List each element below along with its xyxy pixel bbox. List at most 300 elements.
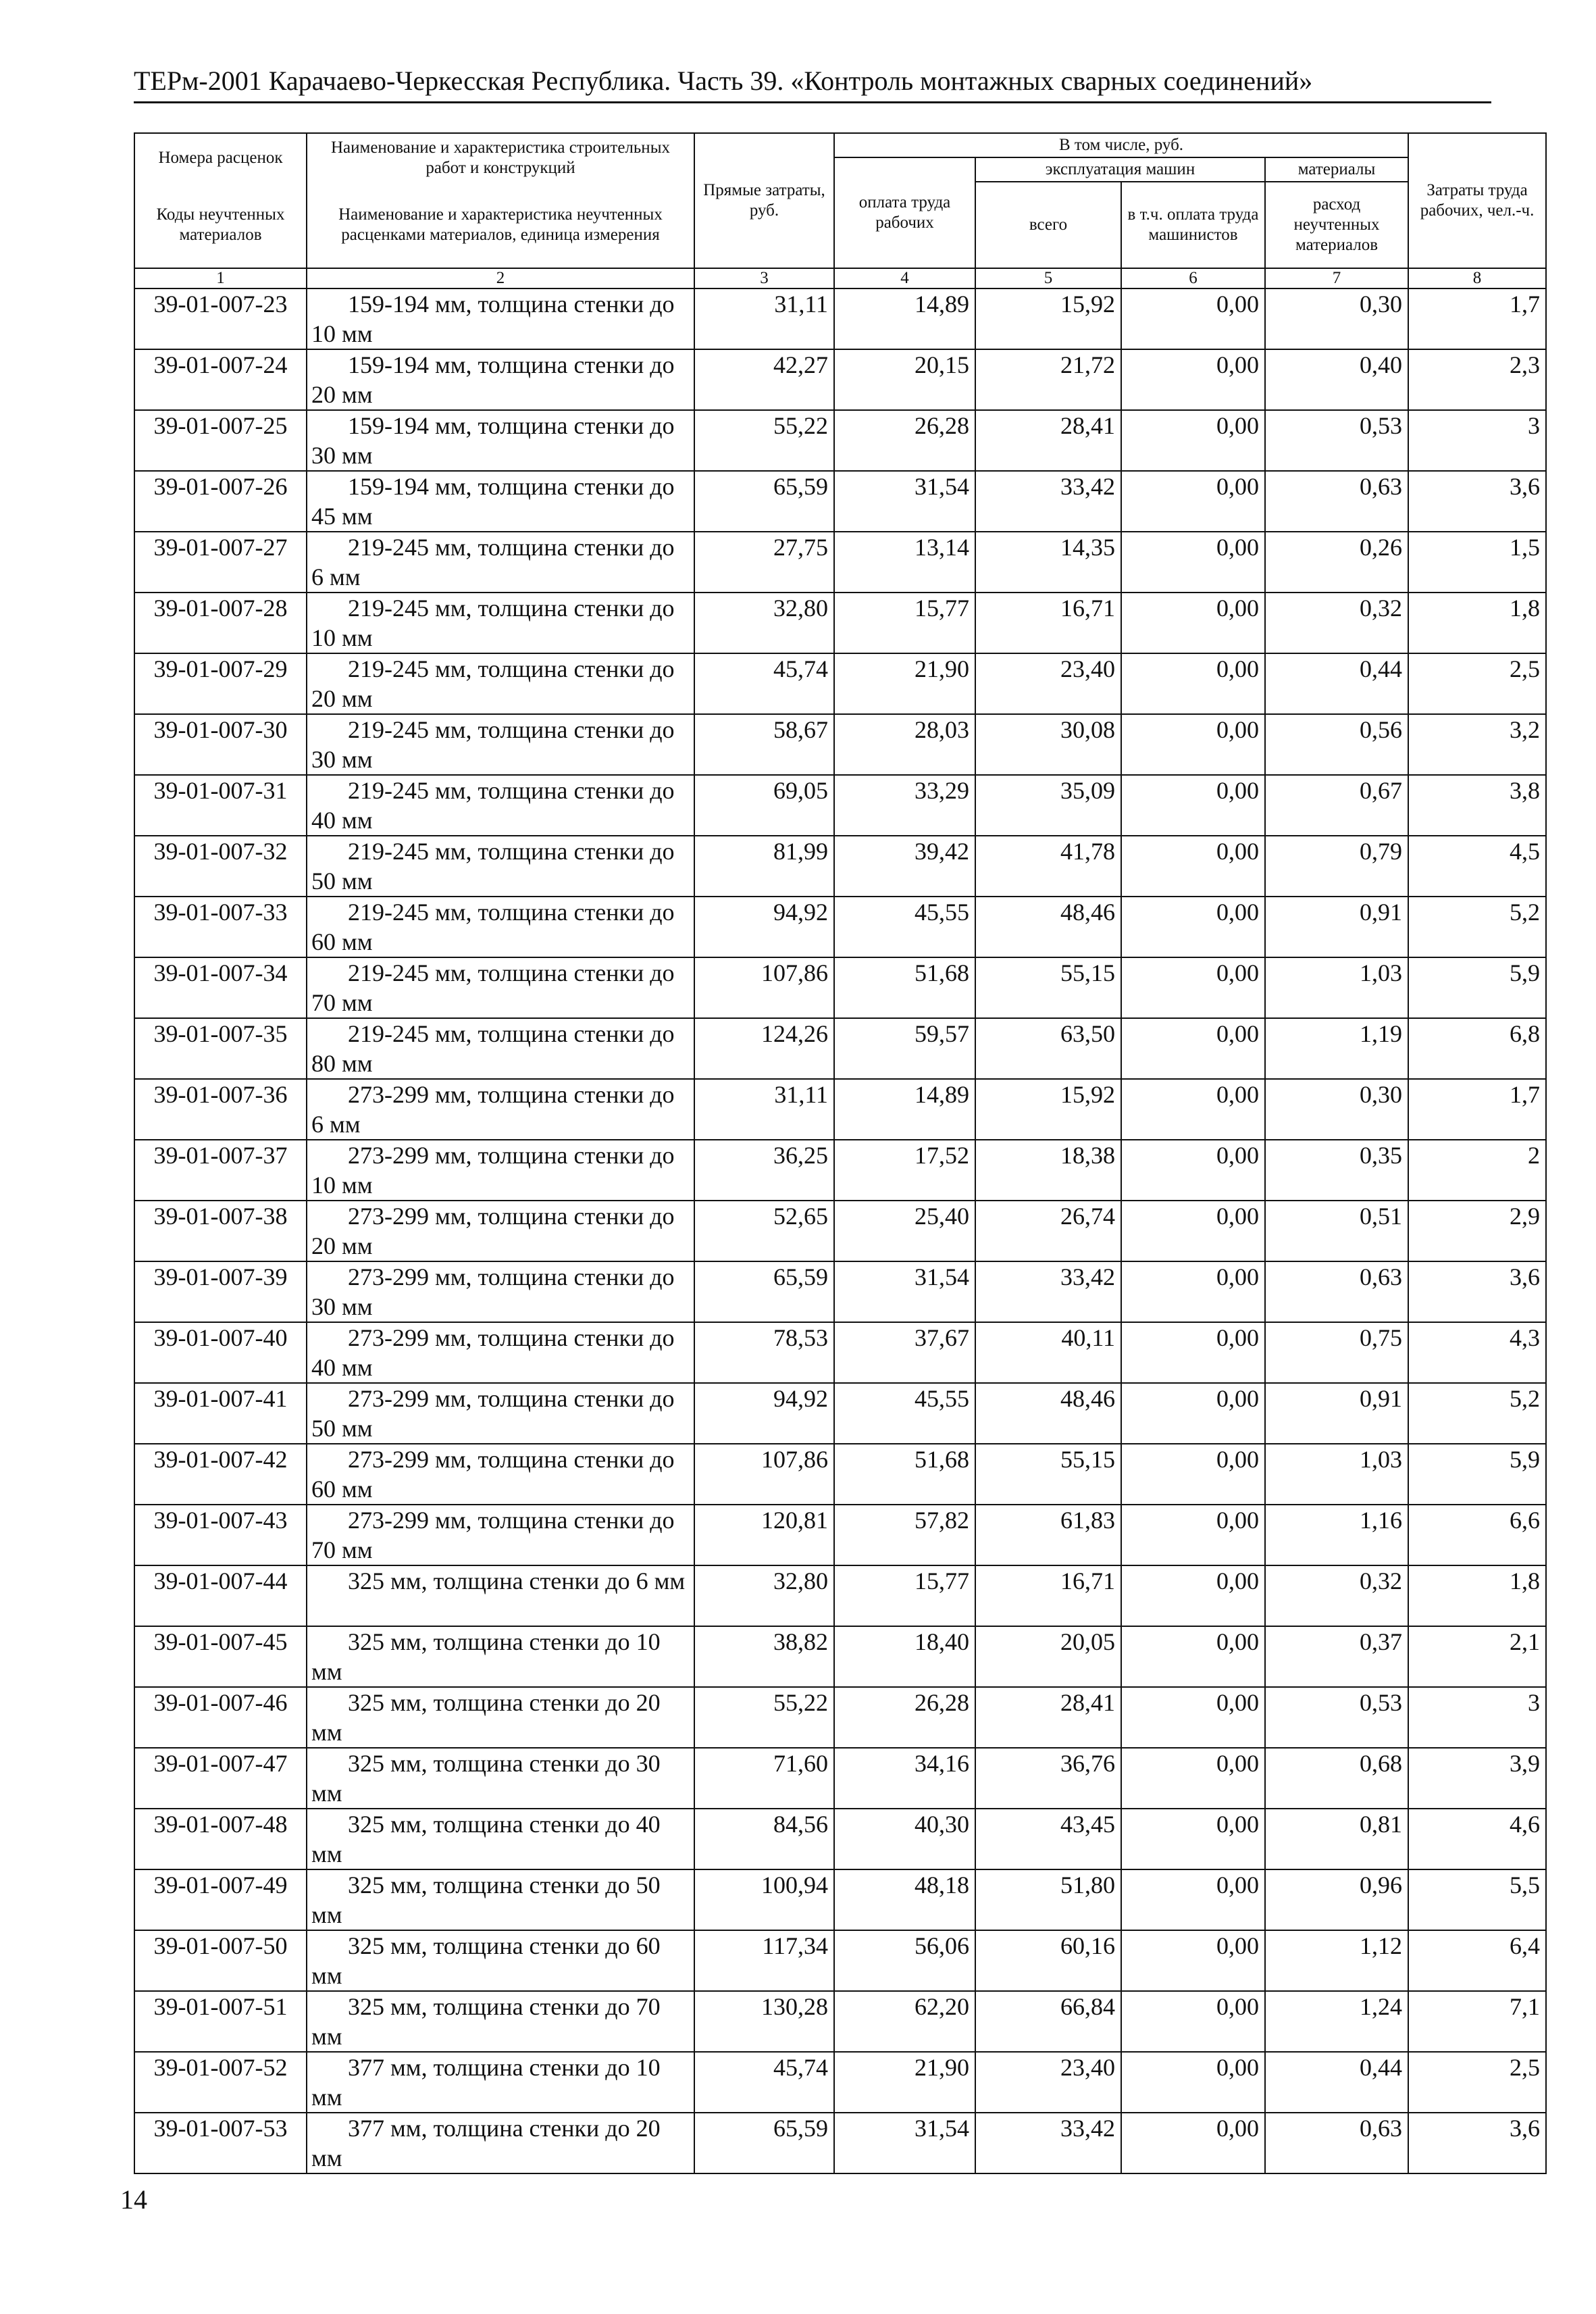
material-consumption-cell: 0,91: [1265, 1383, 1408, 1444]
worker-pay-cell: 17,52: [834, 1140, 975, 1201]
labor-costs-cell: 4,5: [1408, 836, 1546, 897]
page-number: 14: [120, 2184, 147, 2215]
worker-pay-header: оплата труда рабочих: [834, 157, 975, 268]
material-consumption-cell: 1,19: [1265, 1018, 1408, 1079]
machines-total-cell: 33,42: [975, 2113, 1121, 2173]
direct-costs-cell: 120,81: [694, 1505, 834, 1565]
material-consumption-cell: 0,91: [1265, 897, 1408, 957]
table-row: [134, 714, 1546, 775]
direct-costs-cell: 45,74: [694, 2052, 834, 2113]
material-consumption-cell: 1,12: [1265, 1930, 1408, 1991]
material-consumption-cell: 0,63: [1265, 1261, 1408, 1322]
column-number-row: [134, 268, 1546, 288]
description-cell: [307, 1869, 694, 1930]
table-row: [134, 1565, 1546, 1626]
operator-pay-cell: 0,00: [1121, 1261, 1265, 1322]
description-cell: [307, 1930, 694, 1991]
description-text: 273-299 мм, толщина стенки до 40 мм: [311, 1324, 675, 1381]
rate-code-cell: 39-01-007-43: [134, 1505, 307, 1565]
labor-costs-cell: 3: [1408, 1687, 1546, 1748]
description-cell: [307, 593, 694, 653]
rate-code-cell: 39-01-007-36: [134, 1079, 307, 1140]
worker-pay-cell: 14,89: [834, 288, 975, 349]
table-row: [134, 1018, 1546, 1079]
operator-pay-cell: 0,00: [1121, 775, 1265, 836]
operator-pay-cell: 0,00: [1121, 1930, 1265, 1991]
rate-code-cell: 39-01-007-45: [134, 1626, 307, 1687]
operator-pay-cell: 0,00: [1121, 957, 1265, 1018]
rate-code-cell: 39-01-007-23: [134, 288, 307, 349]
direct-costs-cell: 65,59: [694, 471, 834, 532]
machines-total-cell: 28,41: [975, 1687, 1121, 1748]
direct-costs-cell: 52,65: [694, 1201, 834, 1261]
table-row: [134, 1809, 1546, 1869]
rate-code-cell: 39-01-007-34: [134, 957, 307, 1018]
direct-costs-cell: 55,22: [694, 1687, 834, 1748]
rate-code-cell: 39-01-007-30: [134, 714, 307, 775]
table-row: [134, 897, 1546, 957]
worker-pay-cell: 51,68: [834, 957, 975, 1018]
rate-code-cell: 39-01-007-31: [134, 775, 307, 836]
material-consumption-cell: 0,32: [1265, 1565, 1408, 1626]
material-consumption-cell: 0,67: [1265, 775, 1408, 836]
material-consumption-cell: 0,75: [1265, 1322, 1408, 1383]
table-row: [134, 1930, 1546, 1991]
operator-pay-cell: 0,00: [1121, 410, 1265, 471]
table-row: [134, 836, 1546, 897]
machines-total-cell: 14,35: [975, 532, 1121, 593]
labor-costs-cell: 1,5: [1408, 532, 1546, 593]
rate-code-cell: 39-01-007-52: [134, 2052, 307, 2113]
machines-total-cell: 43,45: [975, 1809, 1121, 1869]
direct-costs-cell: 45,74: [694, 653, 834, 714]
table-row: [134, 1444, 1546, 1505]
rate-code-cell: 39-01-007-47: [134, 1748, 307, 1809]
rate-code-cell: 39-01-007-39: [134, 1261, 307, 1322]
direct-costs-cell: 36,25: [694, 1140, 834, 1201]
rate-code-cell: 39-01-007-26: [134, 471, 307, 532]
material-consumption-cell: 1,03: [1265, 957, 1408, 1018]
material-consumption-cell: 0,40: [1265, 349, 1408, 410]
operator-pay-cell: 0,00: [1121, 1748, 1265, 1809]
operator-pay-cell: 0,00: [1121, 2113, 1265, 2173]
direct-costs-cell: 117,34: [694, 1930, 834, 1991]
worker-pay-cell: 56,06: [834, 1930, 975, 1991]
labor-costs-cell: 3,9: [1408, 1748, 1546, 1809]
material-consumption-cell: 1,16: [1265, 1505, 1408, 1565]
worker-pay-cell: 18,40: [834, 1626, 975, 1687]
machines-total-cell: 16,71: [975, 1565, 1121, 1626]
machines-total-cell: 26,74: [975, 1201, 1121, 1261]
labor-costs-cell: 5,2: [1408, 897, 1546, 957]
column-number-cell: 6: [1121, 268, 1265, 288]
worker-pay-cell: 51,68: [834, 1444, 975, 1505]
labor-costs-cell: 6,6: [1408, 1505, 1546, 1565]
labor-costs-cell: 6,8: [1408, 1018, 1546, 1079]
labor-costs-cell: 4,3: [1408, 1322, 1546, 1383]
rate-code-cell: 39-01-007-29: [134, 653, 307, 714]
material-consumption-cell: 0,68: [1265, 1748, 1408, 1809]
machine-operation-header: эксплуатация машин: [975, 157, 1265, 182]
machines-total-cell: 41,78: [975, 836, 1121, 897]
table-row: [134, 1322, 1546, 1383]
work-name-header: Наименование и характеристика строительных работ и конструкций: [307, 133, 694, 182]
worker-pay-cell: 39,42: [834, 836, 975, 897]
description-cell: [307, 1748, 694, 1809]
operator-pay-cell: 0,00: [1121, 1505, 1265, 1565]
direct-costs-cell: 84,56: [694, 1809, 834, 1869]
description-cell: [307, 410, 694, 471]
worker-pay-cell: 21,90: [834, 2052, 975, 2113]
labor-costs-cell: 3,2: [1408, 714, 1546, 775]
description-cell: [307, 1079, 694, 1140]
table-row: [134, 1201, 1546, 1261]
page-header: ТЕРм-2001 Карачаево-Черкесская Республика. Часть 39. «Контроль монтажных сварных соединений»: [134, 65, 1491, 103]
table-row: [134, 1869, 1546, 1930]
description-cell: [307, 1322, 694, 1383]
direct-costs-cell: 94,92: [694, 897, 834, 957]
column-number-cell: 2: [307, 268, 694, 288]
operator-pay-cell: 0,00: [1121, 1322, 1265, 1383]
description-cell: [307, 897, 694, 957]
labor-costs-cell: 4,6: [1408, 1809, 1546, 1869]
direct-costs-cell: 130,28: [694, 1991, 834, 2052]
description-cell: [307, 471, 694, 532]
material-consumption-cell: 0,30: [1265, 288, 1408, 349]
column-number-cell: 8: [1408, 268, 1546, 288]
rate-code-cell: 39-01-007-48: [134, 1809, 307, 1869]
table-row: [134, 1140, 1546, 1201]
table-row: [134, 1505, 1546, 1565]
operator-pay-cell: 0,00: [1121, 1991, 1265, 2052]
worker-pay-cell: 48,18: [834, 1869, 975, 1930]
table-row: [134, 2113, 1546, 2173]
operator-pay-header: в т.ч. оплата труда машинистов: [1121, 182, 1265, 268]
rate-code-cell: 39-01-007-51: [134, 1991, 307, 2052]
description-cell: [307, 714, 694, 775]
material-consumption-cell: 0,44: [1265, 2052, 1408, 2113]
column-number-cell: 7: [1265, 268, 1408, 288]
worker-pay-cell: 33,29: [834, 775, 975, 836]
material-name-header: Наименование и характеристика неучтенных расценками материалов, единица измерения: [307, 182, 694, 268]
description-cell: [307, 2113, 694, 2173]
worker-pay-cell: 26,28: [834, 410, 975, 471]
worker-pay-cell: 59,57: [834, 1018, 975, 1079]
operator-pay-cell: 0,00: [1121, 1809, 1265, 1869]
machines-total-cell: 61,83: [975, 1505, 1121, 1565]
machines-total-cell: 30,08: [975, 714, 1121, 775]
labor-costs-cell: 1,7: [1408, 1079, 1546, 1140]
machines-total-cell: 16,71: [975, 593, 1121, 653]
rate-code-cell: 39-01-007-49: [134, 1869, 307, 1930]
direct-costs-cell: 81,99: [694, 836, 834, 897]
description-text: 159-194 мм, толщина стенки до 20 мм: [311, 351, 675, 408]
material-consumption-cell: 0,53: [1265, 410, 1408, 471]
worker-pay-cell: 31,54: [834, 1261, 975, 1322]
rate-code-cell: 39-01-007-37: [134, 1140, 307, 1201]
description-cell: [307, 1018, 694, 1079]
table-row: [134, 1687, 1546, 1748]
worker-pay-cell: 25,40: [834, 1201, 975, 1261]
labor-costs-cell: 1,7: [1408, 288, 1546, 349]
rate-code-cell: 39-01-007-27: [134, 532, 307, 593]
material-consumption-cell: 0,44: [1265, 653, 1408, 714]
machines-total-cell: 55,15: [975, 957, 1121, 1018]
machines-total-cell: 63,50: [975, 1018, 1121, 1079]
rate-code-cell: 39-01-007-25: [134, 410, 307, 471]
machines-total-cell: 20,05: [975, 1626, 1121, 1687]
description-text: 325 мм, толщина стенки до 60 мм: [311, 1932, 661, 1989]
labor-costs-cell: 1,8: [1408, 1565, 1546, 1626]
description-text: 273-299 мм, толщина стенки до 50 мм: [311, 1385, 675, 1442]
material-consumption-cell: 0,35: [1265, 1140, 1408, 1201]
worker-pay-cell: 62,20: [834, 1991, 975, 2052]
worker-pay-cell: 26,28: [834, 1687, 975, 1748]
rate-code-cell: 39-01-007-41: [134, 1383, 307, 1444]
direct-costs-cell: 31,11: [694, 288, 834, 349]
material-codes-header: Коды неучтенных материалов: [134, 182, 307, 268]
machines-total-cell: 55,15: [975, 1444, 1121, 1505]
table-row: [134, 1991, 1546, 2052]
description-cell: [307, 775, 694, 836]
rate-code-cell: 39-01-007-44: [134, 1565, 307, 1626]
labor-costs-cell: 5,9: [1408, 957, 1546, 1018]
direct-costs-cell: 94,92: [694, 1383, 834, 1444]
labor-costs-cell: 6,4: [1408, 1930, 1546, 1991]
table-row: [134, 1383, 1546, 1444]
worker-pay-cell: 15,77: [834, 593, 975, 653]
labor-costs-cell: 2,5: [1408, 653, 1546, 714]
labor-costs-cell: 3,6: [1408, 1261, 1546, 1322]
machines-total-cell: 15,92: [975, 1079, 1121, 1140]
labor-costs-header: Затраты труда рабочих, чел.-ч.: [1408, 133, 1546, 268]
description-text: 219-245 мм, толщина стенки до 30 мм: [311, 716, 675, 773]
worker-pay-cell: 31,54: [834, 2113, 975, 2173]
rates-table: [134, 132, 1547, 2174]
material-consumption-cell: 0,51: [1265, 1201, 1408, 1261]
column-number-cell: 3: [694, 268, 834, 288]
description-text: 219-245 мм, толщина стенки до 10 мм: [311, 595, 675, 651]
operator-pay-cell: 0,00: [1121, 288, 1265, 349]
labor-costs-cell: 3,6: [1408, 471, 1546, 532]
description-text: 219-245 мм, толщина стенки до 80 мм: [311, 1020, 675, 1077]
machines-total-cell: 21,72: [975, 349, 1121, 410]
description-text: 219-245 мм, толщина стенки до 50 мм: [311, 838, 675, 895]
direct-costs-cell: 100,94: [694, 1869, 834, 1930]
description-text: 273-299 мм, толщина стенки до 70 мм: [311, 1507, 675, 1563]
description-text: 159-194 мм, толщина стенки до 45 мм: [311, 473, 675, 530]
material-consumption-cell: 0,30: [1265, 1079, 1408, 1140]
description-text: 273-299 мм, толщина стенки до 30 мм: [311, 1263, 675, 1320]
description-text: 273-299 мм, толщина стенки до 10 мм: [311, 1142, 675, 1199]
machines-total-cell: 18,38: [975, 1140, 1121, 1201]
description-text: 273-299 мм, толщина стенки до 6 мм: [311, 1081, 675, 1138]
direct-costs-cell: 27,75: [694, 532, 834, 593]
machines-total-cell: 48,46: [975, 1383, 1121, 1444]
operator-pay-cell: 0,00: [1121, 714, 1265, 775]
operator-pay-cell: 0,00: [1121, 471, 1265, 532]
machines-total-cell: 60,16: [975, 1930, 1121, 1991]
table-row: [134, 593, 1546, 653]
description-cell: [307, 957, 694, 1018]
direct-costs-cell: 71,60: [694, 1748, 834, 1809]
description-text: 325 мм, толщина стенки до 6 мм: [348, 1567, 686, 1594]
machines-total-cell: 33,42: [975, 471, 1121, 532]
direct-costs-cell: 65,59: [694, 2113, 834, 2173]
description-cell: [307, 1201, 694, 1261]
rates-table-body: [134, 288, 1546, 2173]
material-consumption-cell: 0,56: [1265, 714, 1408, 775]
machines-total-cell: 40,11: [975, 1322, 1121, 1383]
worker-pay-cell: 45,55: [834, 1383, 975, 1444]
operator-pay-cell: 0,00: [1121, 1079, 1265, 1140]
description-cell: [307, 2052, 694, 2113]
description-cell: [307, 1565, 694, 1626]
table-row: [134, 1626, 1546, 1687]
table-row: [134, 532, 1546, 593]
description-cell: [307, 653, 694, 714]
description-text: 325 мм, толщина стенки до 10 мм: [311, 1628, 661, 1685]
machines-total-cell: 23,40: [975, 653, 1121, 714]
description-text: 325 мм, толщина стенки до 70 мм: [311, 1993, 661, 2050]
table-row: [134, 349, 1546, 410]
worker-pay-cell: 40,30: [834, 1809, 975, 1869]
labor-costs-cell: 2: [1408, 1140, 1546, 1201]
description-cell: [307, 836, 694, 897]
materials-header: материалы: [1265, 157, 1408, 182]
material-consumption-header: расход неучтенных материалов: [1265, 182, 1408, 268]
labor-costs-cell: 2,1: [1408, 1626, 1546, 1687]
description-cell: [307, 1626, 694, 1687]
worker-pay-cell: 57,82: [834, 1505, 975, 1565]
direct-costs-cell: 69,05: [694, 775, 834, 836]
description-cell: [307, 288, 694, 349]
direct-costs-cell: 124,26: [694, 1018, 834, 1079]
machines-total-cell: 28,41: [975, 410, 1121, 471]
direct-costs-cell: 107,86: [694, 1444, 834, 1505]
description-text: 377 мм, толщина стенки до 20 мм: [311, 2115, 661, 2171]
operator-pay-cell: 0,00: [1121, 1565, 1265, 1626]
description-cell: [307, 349, 694, 410]
material-consumption-cell: 0,63: [1265, 2113, 1408, 2173]
machines-total-cell: 15,92: [975, 288, 1121, 349]
worker-pay-cell: 21,90: [834, 653, 975, 714]
labor-costs-cell: 3,6: [1408, 2113, 1546, 2173]
direct-costs-cell: 32,80: [694, 1565, 834, 1626]
description-cell: [307, 532, 694, 593]
machines-total-cell: 48,46: [975, 897, 1121, 957]
table-row: [134, 410, 1546, 471]
description-text: 219-245 мм, толщина стенки до 60 мм: [311, 899, 675, 955]
description-text: 219-245 мм, толщина стенки до 6 мм: [311, 534, 675, 590]
direct-costs-cell: 38,82: [694, 1626, 834, 1687]
operator-pay-cell: 0,00: [1121, 1869, 1265, 1930]
table-row: [134, 1261, 1546, 1322]
rate-code-cell: 39-01-007-28: [134, 593, 307, 653]
operator-pay-cell: 0,00: [1121, 653, 1265, 714]
direct-costs-header: Прямые затраты, руб.: [694, 133, 834, 268]
description-text: 159-194 мм, толщина стенки до 30 мм: [311, 412, 675, 469]
rate-code-cell: 39-01-007-42: [134, 1444, 307, 1505]
machines-total-cell: 66,84: [975, 1991, 1121, 2052]
description-cell: [307, 1261, 694, 1322]
table-row: [134, 1748, 1546, 1809]
rate-code-cell: 39-01-007-24: [134, 349, 307, 410]
worker-pay-cell: 14,89: [834, 1079, 975, 1140]
labor-costs-cell: 2,9: [1408, 1201, 1546, 1261]
table-row: [134, 2052, 1546, 2113]
worker-pay-cell: 45,55: [834, 897, 975, 957]
table-row: [134, 653, 1546, 714]
rate-code-cell: 39-01-007-40: [134, 1322, 307, 1383]
labor-costs-cell: 3,8: [1408, 775, 1546, 836]
direct-costs-cell: 55,22: [694, 410, 834, 471]
operator-pay-cell: 0,00: [1121, 2052, 1265, 2113]
description-cell: [307, 1383, 694, 1444]
direct-costs-cell: 31,11: [694, 1079, 834, 1140]
operator-pay-cell: 0,00: [1121, 593, 1265, 653]
material-consumption-cell: 0,79: [1265, 836, 1408, 897]
material-consumption-cell: 0,32: [1265, 593, 1408, 653]
machines-total-cell: 35,09: [975, 775, 1121, 836]
material-consumption-cell: 0,96: [1265, 1869, 1408, 1930]
material-consumption-cell: 1,24: [1265, 1991, 1408, 2052]
labor-costs-cell: 2,5: [1408, 2052, 1546, 2113]
description-text: 325 мм, толщина стенки до 50 мм: [311, 1871, 661, 1928]
description-text: 159-194 мм, толщина стенки до 10 мм: [311, 291, 675, 347]
material-consumption-cell: 1,03: [1265, 1444, 1408, 1505]
worker-pay-cell: 28,03: [834, 714, 975, 775]
rate-code-cell: 39-01-007-33: [134, 897, 307, 957]
direct-costs-cell: 42,27: [694, 349, 834, 410]
worker-pay-cell: 31,54: [834, 471, 975, 532]
table-row: [134, 471, 1546, 532]
description-text: 325 мм, толщина стенки до 30 мм: [311, 1750, 661, 1807]
description-text: 219-245 мм, толщина стенки до 40 мм: [311, 777, 675, 834]
rate-code-cell: 39-01-007-32: [134, 836, 307, 897]
column-number-cell: 5: [975, 268, 1121, 288]
labor-costs-cell: 5,9: [1408, 1444, 1546, 1505]
description-text: 377 мм, толщина стенки до 10 мм: [311, 2054, 661, 2111]
labor-costs-cell: 3: [1408, 410, 1546, 471]
column-number-cell: 1: [134, 268, 307, 288]
table-row: [134, 288, 1546, 349]
operator-pay-cell: 0,00: [1121, 1626, 1265, 1687]
machines-total-cell: 23,40: [975, 2052, 1121, 2113]
material-consumption-cell: 0,37: [1265, 1626, 1408, 1687]
worker-pay-cell: 13,14: [834, 532, 975, 593]
material-consumption-cell: 0,81: [1265, 1809, 1408, 1869]
including-header: В том числе, руб.: [834, 133, 1408, 157]
table-row: [134, 1079, 1546, 1140]
description-cell: [307, 1140, 694, 1201]
machines-total-header: всего: [975, 182, 1121, 268]
direct-costs-cell: 107,86: [694, 957, 834, 1018]
operator-pay-cell: 0,00: [1121, 897, 1265, 957]
rate-code-cell: 39-01-007-38: [134, 1201, 307, 1261]
operator-pay-cell: 0,00: [1121, 1140, 1265, 1201]
operator-pay-cell: 0,00: [1121, 836, 1265, 897]
description-text: 219-245 мм, толщина стенки до 70 мм: [311, 959, 675, 1016]
table-row: [134, 775, 1546, 836]
direct-costs-cell: 65,59: [694, 1261, 834, 1322]
operator-pay-cell: 0,00: [1121, 532, 1265, 593]
worker-pay-cell: 15,77: [834, 1565, 975, 1626]
table-row: [134, 957, 1546, 1018]
operator-pay-cell: 0,00: [1121, 349, 1265, 410]
operator-pay-cell: 0,00: [1121, 1687, 1265, 1748]
worker-pay-cell: 34,16: [834, 1748, 975, 1809]
